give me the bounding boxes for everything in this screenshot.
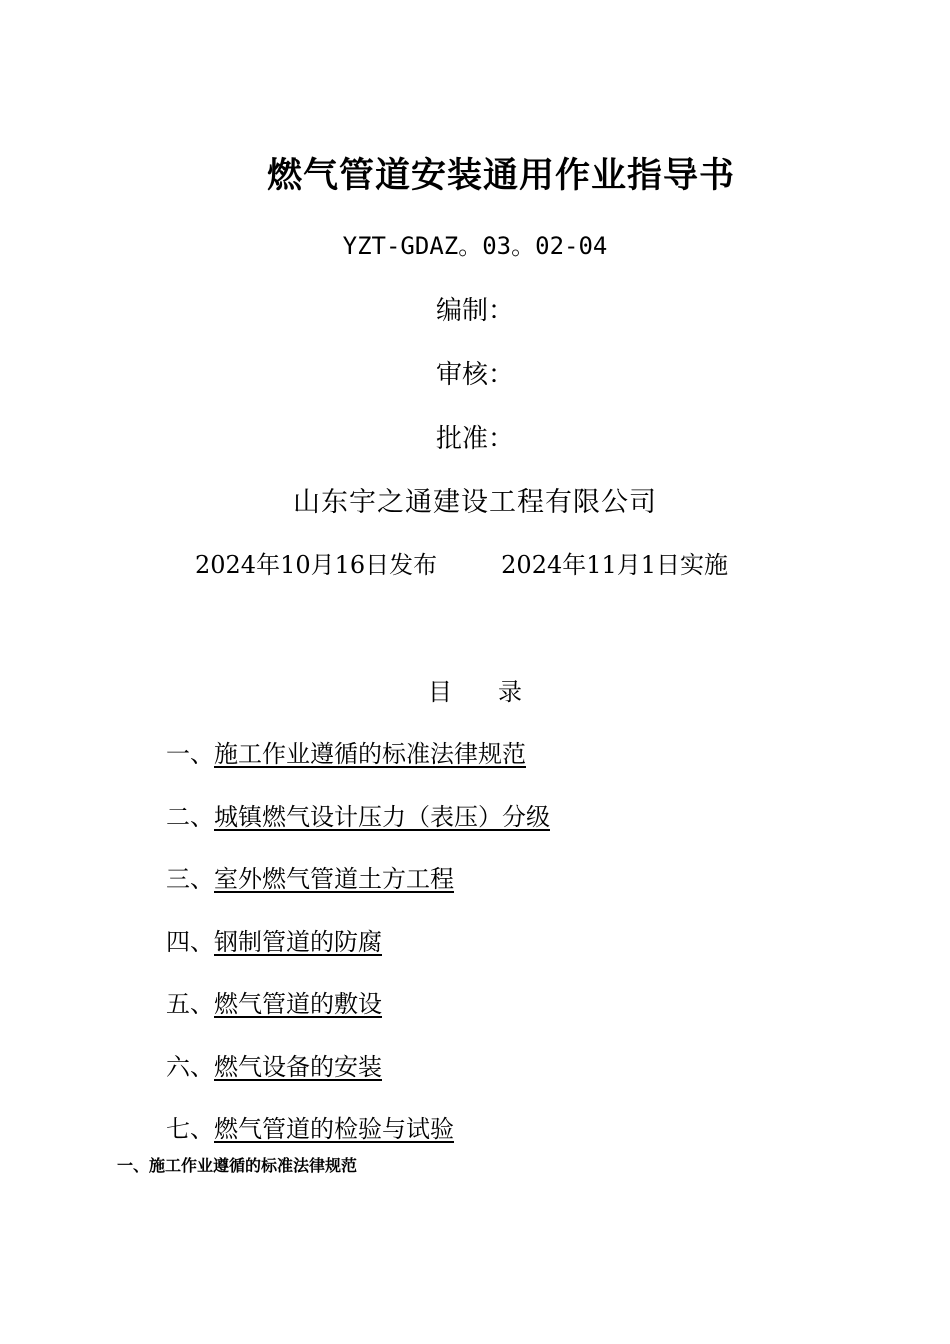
publish-date: 2024年10月16日发布 xyxy=(195,551,438,579)
toc-link[interactable]: 燃气管道的敷设 xyxy=(214,990,382,1018)
toc-item-number: 三、 xyxy=(166,865,214,893)
toc-item-6 xyxy=(166,1047,550,1110)
toc-link[interactable]: 燃气设备的安装 xyxy=(214,1052,382,1081)
toc-item-1 xyxy=(166,734,550,797)
toc-link[interactable]: 施工作业遵循的标准法律规范 xyxy=(214,740,526,768)
toc-item-number: 五、 xyxy=(166,990,214,1018)
toc-item-2 xyxy=(166,797,550,860)
toc-link[interactable]: 钢制管道的防腐 xyxy=(214,927,382,956)
toc-heading xyxy=(0,672,950,707)
toc-item-5 xyxy=(166,984,550,1047)
toc-item-number: 六、 xyxy=(166,1052,214,1081)
toc-link[interactable]: 燃气管道的检验与试验 xyxy=(214,1115,454,1143)
toc-item-number: 一、 xyxy=(166,740,214,768)
toc-link[interactable]: 城镇燃气设计压力（表压）分级 xyxy=(214,802,550,831)
toc-heading-right: 录 xyxy=(498,678,522,706)
company-name: 山东宇之通建设工程有限公司 xyxy=(293,487,657,518)
toc-item-number: 七、 xyxy=(166,1115,214,1143)
toc-item-4 xyxy=(166,922,550,985)
approved-by-label: 批准： xyxy=(435,424,514,454)
toc-link[interactable]: 室外燃气管道土方工程 xyxy=(214,865,454,893)
toc-item-3 xyxy=(166,859,550,922)
table-of-contents xyxy=(166,734,550,1172)
compiled-by-label: 编制： xyxy=(435,296,514,326)
toc-item-number: 二、 xyxy=(166,802,214,831)
section-heading: 一、施工作业遵循的标准法律规范 xyxy=(117,1156,358,1175)
toc-item-number: 四、 xyxy=(166,927,214,956)
effective-date: 2024年11月1日实施 xyxy=(501,551,729,579)
document-code: YZT-GDAZ。03。02-04 xyxy=(342,232,608,260)
reviewed-by-label: 审核： xyxy=(435,360,514,390)
date-line xyxy=(195,545,728,580)
document-title: 燃气管道安装通用作业指导书 xyxy=(266,156,735,196)
toc-heading-left: 目 xyxy=(428,678,452,706)
